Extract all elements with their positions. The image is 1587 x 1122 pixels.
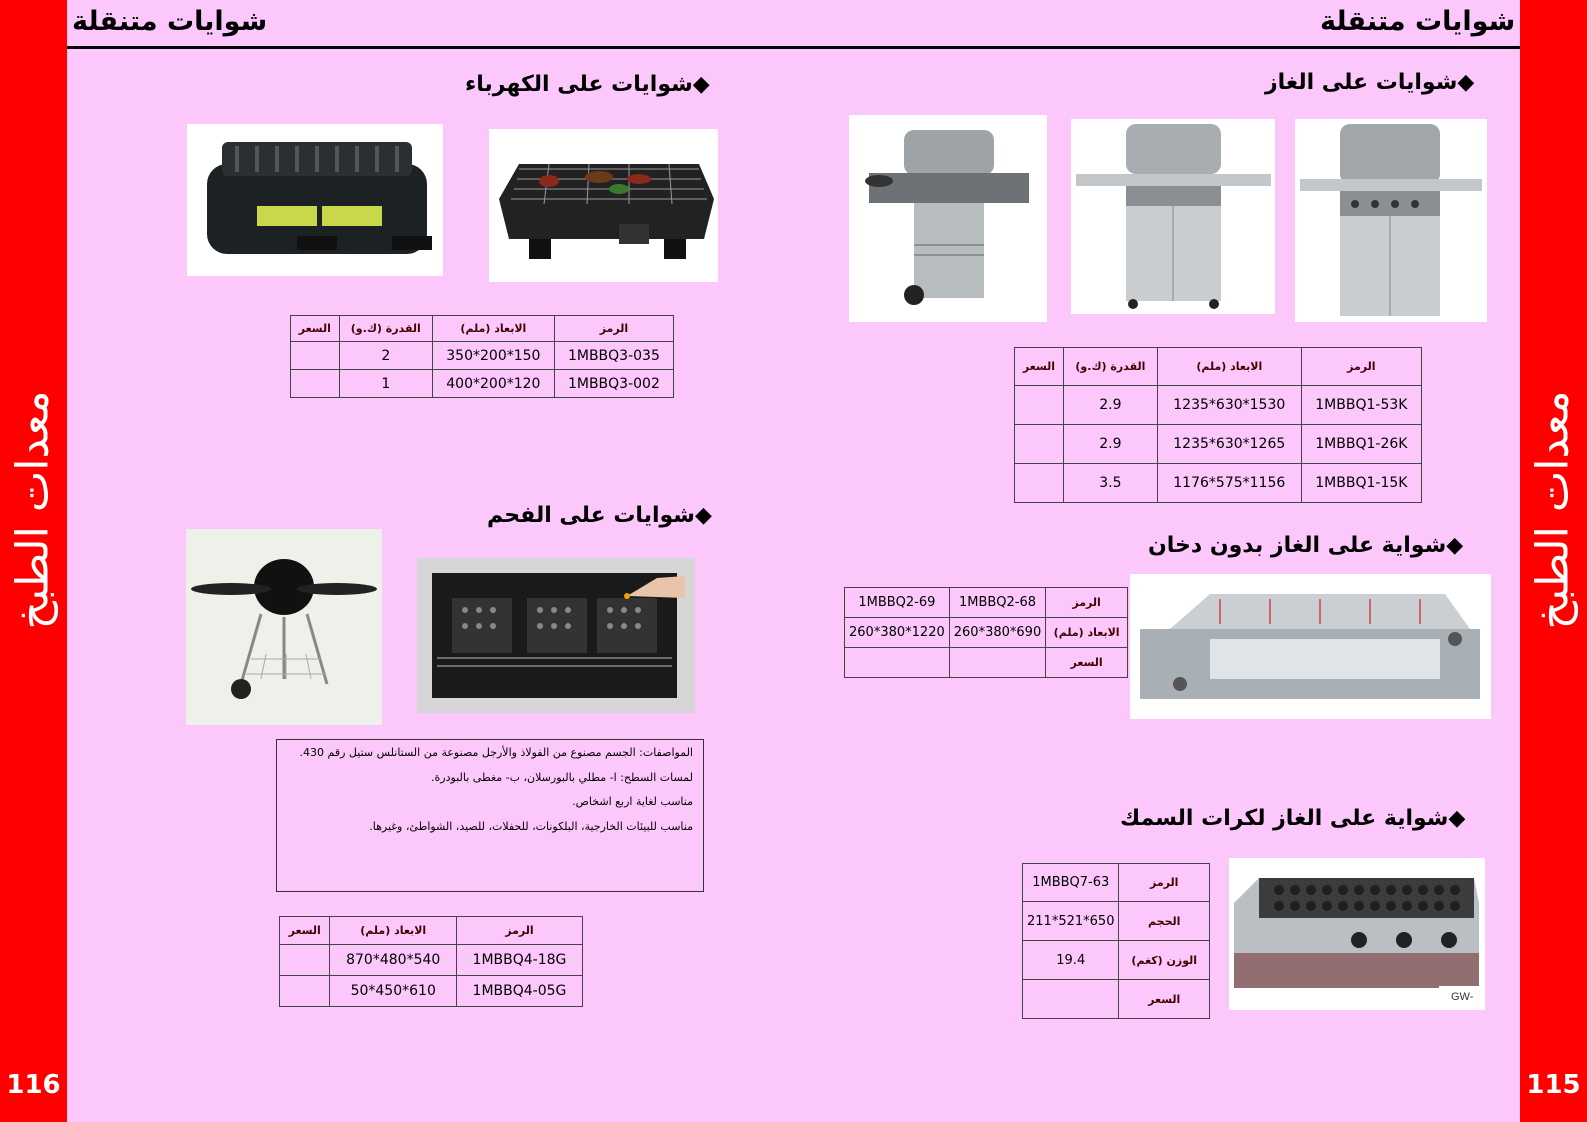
- table-cell: 1156*575*1176: [1157, 464, 1301, 503]
- table-cell: 2.9: [1063, 386, 1157, 425]
- table-cell: 1MBBQ3-035: [554, 342, 673, 370]
- table-header: الرمز: [1301, 348, 1421, 386]
- row-label: الرمز: [1046, 588, 1128, 618]
- row-label: الحجم: [1119, 902, 1210, 941]
- charcoal-specifications: [276, 739, 704, 892]
- portable-charcoal-grill-image: [417, 558, 695, 713]
- fishball-spec-table: [1022, 863, 1210, 1019]
- charcoal-spec-table: [279, 916, 583, 1007]
- table-cell: 1MBBQ7-63: [1023, 864, 1119, 902]
- table-header: الرمز: [554, 316, 673, 342]
- raclette-grill-image: [187, 124, 443, 276]
- table-cell: 1220*380*260: [845, 618, 950, 648]
- table-header: الابعاد (ملم): [1157, 348, 1301, 386]
- table-row: [1023, 864, 1210, 902]
- table-cell: [291, 342, 340, 370]
- table-cell: 1530*630*1235: [1157, 386, 1301, 425]
- section-title-text: شواية على الغاز لكرات السمك: [1120, 806, 1449, 831]
- gas-grill-image-small: [849, 115, 1047, 322]
- table-row: [291, 342, 674, 370]
- table-cell: 1MBBQ3-002: [554, 370, 673, 398]
- table-cell: 1MBBQ4-18G: [456, 945, 582, 976]
- table-cell: 610*450*50: [330, 976, 456, 1007]
- spec-line: مناسب لغاية اربع اشخاص.: [572, 795, 693, 809]
- table-row: [280, 976, 583, 1007]
- section-title-gas: [1265, 70, 1474, 95]
- right-sidebar: [1520, 0, 1587, 1122]
- section-title-text: شواية على الغاز بدون دخان: [1148, 533, 1447, 558]
- table-row: [1023, 980, 1210, 1019]
- photo-label: GW-: [1451, 991, 1474, 1003]
- table-header: السعر: [1015, 348, 1064, 386]
- gas-grill-image-large: [1295, 119, 1487, 322]
- header-divider: [67, 46, 1520, 49]
- section-title-text: شوايات على الكهرباء: [465, 72, 693, 97]
- table-row: [291, 370, 674, 398]
- table-row: [1015, 386, 1422, 425]
- table-row: [280, 945, 583, 976]
- table-row: [1015, 464, 1422, 503]
- table-cell: [949, 648, 1045, 678]
- spec-line: مناسب للبيئات الخارجية، البلكونات، للحفلات، للصيد، الشواطئ، وغيرها.: [369, 819, 693, 833]
- diamond-bullet-icon: ◆: [1457, 70, 1475, 95]
- section-title-electric: [465, 72, 710, 97]
- table-cell: 650*521*211: [1023, 902, 1119, 941]
- table-cell: 690*380*260: [949, 618, 1045, 648]
- diamond-bullet-icon: ◆: [1446, 533, 1464, 558]
- row-label: السعر: [1119, 980, 1210, 1019]
- spec-line: المواصفات: الجسم مصنوع من الفولاذ والأرجل مصنوعة من الستانلس ستيل رقم 430.: [299, 746, 693, 759]
- table-cell: 1MBBQ1-26K: [1301, 425, 1421, 464]
- section-title-text: شوايات على الغاز: [1265, 70, 1458, 95]
- row-label: الرمز: [1119, 864, 1210, 902]
- table-header: الرمز: [456, 917, 582, 945]
- table-cell: 1265*630*1235: [1157, 425, 1301, 464]
- table-cell: [1015, 464, 1064, 503]
- table-header-row: [291, 316, 674, 342]
- table-header-row: [280, 917, 583, 945]
- side-title: معدات الطبخ: [1527, 390, 1579, 630]
- fishball-gas-grill-image: [1229, 858, 1485, 1010]
- page-header-right: شوايات متنقلة: [1320, 6, 1516, 37]
- section-title-smokeless: [1148, 533, 1463, 558]
- row-label: الوزن (كغم): [1119, 941, 1210, 980]
- diamond-bullet-icon: ◆: [694, 503, 712, 528]
- table-row: [845, 588, 1128, 618]
- side-title: معدات الطبخ: [7, 390, 59, 630]
- diamond-bullet-icon: ◆: [1448, 806, 1466, 831]
- table-header: السعر: [291, 316, 340, 342]
- smokeless-gas-grill-image: [1130, 574, 1491, 719]
- page-number-right: 115: [1526, 1070, 1581, 1100]
- table-cell: 540*480*870: [330, 945, 456, 976]
- section-title-text: شوايات على الفحم: [487, 503, 695, 528]
- electric-spec-table: [290, 315, 674, 398]
- table-cell: [280, 945, 330, 976]
- table-cell: 2: [339, 342, 432, 370]
- table-cell: [1015, 425, 1064, 464]
- table-cell: 1MBBQ4-05G: [456, 976, 582, 1007]
- electric-bbq-grill-image: [489, 129, 718, 282]
- table-cell: 1MBBQ2-68: [949, 588, 1045, 618]
- table-row: [1023, 941, 1210, 980]
- gas-spec-table: [1014, 347, 1422, 503]
- table-cell: 19.4: [1023, 941, 1119, 980]
- table-header: القدرة (ك.و): [339, 316, 432, 342]
- section-title-charcoal: [487, 503, 712, 528]
- table-row: [845, 648, 1128, 678]
- page-number-left: 116: [6, 1070, 61, 1100]
- table-cell: [291, 370, 340, 398]
- table-cell: 1MBBQ1-15K: [1301, 464, 1421, 503]
- gas-grill-image-medium: [1071, 119, 1275, 314]
- table-cell: 3.5: [1063, 464, 1157, 503]
- table-header: الابعاد (ملم): [432, 316, 554, 342]
- left-sidebar: [0, 0, 67, 1122]
- table-row: [1015, 425, 1422, 464]
- table-cell: 1MBBQ1-53K: [1301, 386, 1421, 425]
- table-header: القدرة (ك.و): [1063, 348, 1157, 386]
- table-header-row: [1015, 348, 1422, 386]
- row-label: الابعاد (ملم): [1046, 618, 1128, 648]
- table-header: السعر: [280, 917, 330, 945]
- spec-line: لمسات السطح: ا- مطلي بالبورسلان، ب- مغطى بالبودرة.: [431, 770, 693, 784]
- row-label: السعر: [1046, 648, 1128, 678]
- table-cell: [1015, 386, 1064, 425]
- table-cell: 1MBBQ2-69: [845, 588, 950, 618]
- table-cell: 1: [339, 370, 432, 398]
- table-cell: 150*200*350: [432, 342, 554, 370]
- table-cell: 120*200*400: [432, 370, 554, 398]
- table-header: الابعاد (ملم): [330, 917, 456, 945]
- smokeless-spec-table: [844, 587, 1128, 678]
- table-cell: [845, 648, 950, 678]
- page-header-left: شوايات متنقلة: [72, 6, 268, 37]
- table-cell: [280, 976, 330, 1007]
- table-row: [1023, 902, 1210, 941]
- kettle-charcoal-grill-image: [186, 529, 382, 725]
- table-cell: [1023, 980, 1119, 1019]
- table-row: [845, 618, 1128, 648]
- diamond-bullet-icon: ◆: [692, 72, 710, 97]
- section-title-fishball: [1120, 806, 1465, 831]
- table-cell: 2.9: [1063, 425, 1157, 464]
